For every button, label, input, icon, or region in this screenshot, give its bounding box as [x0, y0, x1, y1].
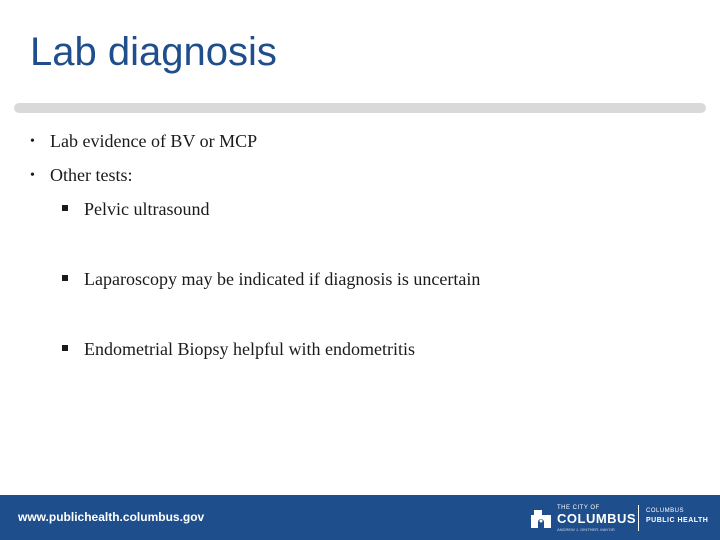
bullet-item	[30, 131, 257, 152]
bullet-marker: •	[30, 168, 35, 183]
city-prefix: THE CITY OF	[557, 505, 600, 511]
sub-bullet-item	[62, 199, 209, 220]
square-bullet-icon	[62, 345, 68, 351]
sub-bullet-text: Pelvic ultrasound	[84, 199, 210, 219]
sub-bullet-text: Endometrial Biopsy helpful with endometritis	[84, 339, 415, 359]
logo-divider	[638, 505, 639, 531]
sub-bullet-item	[62, 339, 415, 360]
bullet-marker: •	[30, 134, 35, 149]
square-bullet-icon	[62, 205, 68, 211]
bullet-text: Lab evidence of BV or MCP	[50, 131, 258, 151]
sub-bullet-text: Laparoscopy may be indicated if diagnosis is uncertain	[84, 269, 481, 289]
footer-bar	[0, 495, 720, 540]
bullet-text: Other tests:	[50, 165, 133, 185]
footer-url-link[interactable]: www.publichealth.columbus.gov	[18, 510, 205, 524]
dept-line-2: PUBLIC HEALTH	[646, 517, 709, 524]
square-bullet-icon	[62, 275, 68, 281]
city-name: COLUMBUS	[557, 511, 637, 526]
sub-bullet-item	[62, 269, 480, 290]
city-building-icon	[530, 507, 552, 529]
slide-title: Lab diagnosis	[30, 30, 277, 74]
dept-line-1: COLUMBUS	[646, 508, 685, 514]
bullet-item	[30, 165, 133, 186]
city-tagline: ANDREW J. GINTHER, MAYOR	[557, 527, 615, 532]
city-logo	[530, 503, 710, 533]
